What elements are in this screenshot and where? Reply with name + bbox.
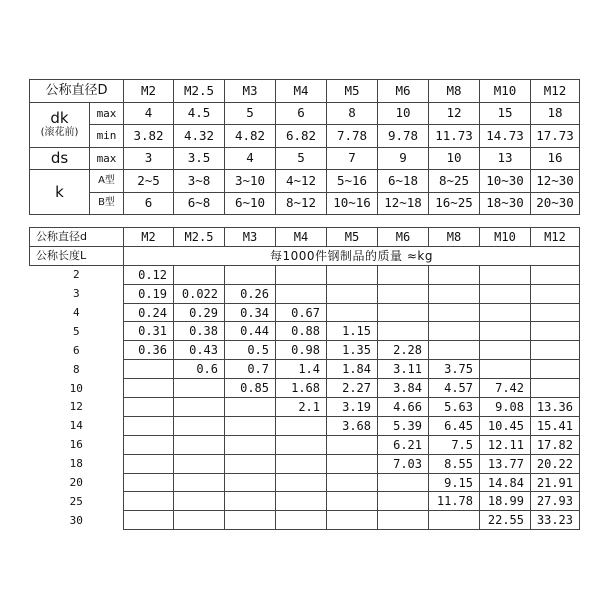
dk-min-value: 6.82 <box>276 125 327 148</box>
mass-header-row <box>30 228 580 247</box>
mass-per-1000-table <box>29 227 580 530</box>
mass-value: 4.57 <box>429 379 480 398</box>
mass-value: 0.44 <box>225 322 276 341</box>
mass-value: 21.91 <box>531 473 580 492</box>
dk-min-row <box>30 125 580 148</box>
mass-value: 0.36 <box>124 341 174 360</box>
dk-max-value: 10 <box>378 102 429 125</box>
empty-cell <box>174 416 225 435</box>
dk-min-value: 9.78 <box>378 125 429 148</box>
mass-value: 3.84 <box>378 379 429 398</box>
empty-cell <box>531 284 580 303</box>
empty-cell <box>124 416 174 435</box>
ds-max-value: 5 <box>276 147 327 170</box>
mass-value: 1.15 <box>327 322 378 341</box>
dk-min-value: 14.73 <box>480 125 531 148</box>
ds-max-value: 9 <box>378 147 429 170</box>
mass-value: 0.34 <box>225 303 276 322</box>
empty-cell <box>531 360 580 379</box>
k-a-value: 3~8 <box>174 170 225 193</box>
table-row <box>30 322 580 341</box>
mass-value: 14.84 <box>480 473 531 492</box>
mass-value: 20.22 <box>531 454 580 473</box>
dk-symbol: dk <box>50 109 69 127</box>
mass-value: 17.82 <box>531 435 580 454</box>
empty-cell <box>124 492 174 511</box>
mass-value: 0.85 <box>225 379 276 398</box>
mass-value: 0.38 <box>174 322 225 341</box>
nominal-length-label: 公称长度L <box>30 246 124 265</box>
empty-cell <box>327 435 378 454</box>
ds-row <box>30 147 580 170</box>
mass-value: 1.35 <box>327 341 378 360</box>
empty-cell <box>378 303 429 322</box>
empty-cell <box>225 435 276 454</box>
empty-cell <box>429 265 480 284</box>
length-value: 6 <box>30 341 124 360</box>
size-header: M8 <box>429 80 480 103</box>
size-header: M5 <box>327 228 378 247</box>
k-a-value: 5~16 <box>327 170 378 193</box>
dk-min-value: 4.32 <box>174 125 225 148</box>
size-header: M6 <box>378 228 429 247</box>
size-header: M2 <box>124 228 174 247</box>
k-a-row <box>30 170 580 193</box>
dk-max-label: max <box>90 102 124 125</box>
dk-min-value: 7.78 <box>327 125 378 148</box>
empty-cell <box>124 379 174 398</box>
mass-value: 10.45 <box>480 416 531 435</box>
empty-cell <box>531 265 580 284</box>
size-header: M12 <box>531 80 580 103</box>
k-a-value: 2~5 <box>124 170 174 193</box>
empty-cell <box>531 303 580 322</box>
mass-value: 2.27 <box>327 379 378 398</box>
mass-note: 每1000件钢制品的质量 ≈kg <box>124 246 580 265</box>
length-value: 18 <box>30 454 124 473</box>
mass-value: 3.19 <box>327 398 378 417</box>
ds-max-value: 3.5 <box>174 147 225 170</box>
empty-cell <box>174 473 225 492</box>
empty-cell <box>327 303 378 322</box>
empty-cell <box>480 360 531 379</box>
mass-value: 3.11 <box>378 360 429 379</box>
mass-value: 7.03 <box>378 454 429 473</box>
empty-cell <box>174 511 225 530</box>
spec-header-row <box>30 80 580 103</box>
mass-value: 2.1 <box>276 398 327 417</box>
mass-value: 7.5 <box>429 435 480 454</box>
size-header: M3 <box>225 228 276 247</box>
length-value: 12 <box>30 398 124 417</box>
dk-min-value: 11.73 <box>429 125 480 148</box>
empty-cell <box>225 398 276 417</box>
k-a-value: 6~18 <box>378 170 429 193</box>
empty-cell <box>174 435 225 454</box>
ds-max-value: 10 <box>429 147 480 170</box>
length-value: 8 <box>30 360 124 379</box>
ds-max-value: 7 <box>327 147 378 170</box>
table-row <box>30 454 580 473</box>
mass-value: 11.78 <box>429 492 480 511</box>
mass-value: 0.5 <box>225 341 276 360</box>
k-b-value: 20~30 <box>531 192 580 215</box>
ds-max-value: 16 <box>531 147 580 170</box>
empty-cell <box>378 265 429 284</box>
empty-cell <box>124 511 174 530</box>
empty-cell <box>174 379 225 398</box>
empty-cell <box>276 473 327 492</box>
mass-value: 33.23 <box>531 511 580 530</box>
length-value: 10 <box>30 379 124 398</box>
k-b-value: 8~12 <box>276 192 327 215</box>
dk-max-row <box>30 102 580 125</box>
mass-value: 0.19 <box>124 284 174 303</box>
empty-cell <box>225 454 276 473</box>
empty-cell <box>429 284 480 303</box>
mass-value: 8.55 <box>429 454 480 473</box>
k-a-value: 3~10 <box>225 170 276 193</box>
table-row <box>30 284 580 303</box>
empty-cell <box>429 341 480 360</box>
k-a-value: 12~30 <box>531 170 580 193</box>
table-row <box>30 416 580 435</box>
size-header: M10 <box>480 228 531 247</box>
mass-value: 5.63 <box>429 398 480 417</box>
k-b-value: 6~10 <box>225 192 276 215</box>
mass-value: 0.31 <box>124 322 174 341</box>
empty-cell <box>276 416 327 435</box>
mass-value: 9.08 <box>480 398 531 417</box>
empty-cell <box>480 341 531 360</box>
k-b-value: 10~16 <box>327 192 378 215</box>
empty-cell <box>327 454 378 473</box>
table-row <box>30 341 580 360</box>
mass-value: 1.84 <box>327 360 378 379</box>
dk-max-value: 18 <box>531 102 580 125</box>
table-row <box>30 473 580 492</box>
empty-cell <box>531 341 580 360</box>
k-b-value: 6~8 <box>174 192 225 215</box>
mass-value: 5.39 <box>378 416 429 435</box>
empty-cell <box>174 454 225 473</box>
empty-cell <box>276 284 327 303</box>
empty-cell <box>327 473 378 492</box>
empty-cell <box>378 492 429 511</box>
nominal-diameter-label: 公称直径D <box>30 80 124 103</box>
dk-max-value: 12 <box>429 102 480 125</box>
mass-value: 9.15 <box>429 473 480 492</box>
mass-value: 0.26 <box>225 284 276 303</box>
mass-value: 6.21 <box>378 435 429 454</box>
empty-cell <box>225 416 276 435</box>
mass-value: 2.28 <box>378 341 429 360</box>
table-row <box>30 398 580 417</box>
mass-table-body <box>30 265 580 529</box>
table-row <box>30 492 580 511</box>
mass-value: 0.022 <box>174 284 225 303</box>
empty-cell <box>124 398 174 417</box>
table-row <box>30 511 580 530</box>
empty-cell <box>124 473 174 492</box>
empty-cell <box>327 492 378 511</box>
ds-max-label: max <box>90 147 124 170</box>
dimension-spec-table <box>29 79 580 215</box>
empty-cell <box>378 473 429 492</box>
mass-value: 12.11 <box>480 435 531 454</box>
empty-cell <box>276 511 327 530</box>
mass-value: 6.45 <box>429 416 480 435</box>
dk-note: (滚花前) <box>40 127 79 138</box>
mass-value: 0.12 <box>124 265 174 284</box>
k-a-value: 10~30 <box>480 170 531 193</box>
table-row <box>30 265 580 284</box>
empty-cell <box>174 398 225 417</box>
k-b-value: 6 <box>124 192 174 215</box>
empty-cell <box>378 284 429 303</box>
empty-cell <box>480 322 531 341</box>
dk-max-value: 5 <box>225 102 276 125</box>
empty-cell <box>174 265 225 284</box>
mass-value: 1.4 <box>276 360 327 379</box>
ds-max-value: 13 <box>480 147 531 170</box>
table-row <box>30 435 580 454</box>
empty-cell <box>225 511 276 530</box>
empty-cell <box>276 492 327 511</box>
k-a-value: 4~12 <box>276 170 327 193</box>
empty-cell <box>327 265 378 284</box>
empty-cell <box>124 360 174 379</box>
empty-cell <box>378 322 429 341</box>
empty-cell <box>225 492 276 511</box>
size-header: M10 <box>480 80 531 103</box>
ds-max-value: 3 <box>124 147 174 170</box>
empty-cell <box>429 322 480 341</box>
dk-max-value: 6 <box>276 102 327 125</box>
size-header: M2.5 <box>174 228 225 247</box>
dk-min-value: 3.82 <box>124 125 174 148</box>
table-row <box>30 303 580 322</box>
size-header: M4 <box>276 80 327 103</box>
k-symbol: k <box>30 170 90 215</box>
length-value: 4 <box>30 303 124 322</box>
k-b-value: 16~25 <box>429 192 480 215</box>
dk-max-value: 4.5 <box>174 102 225 125</box>
mass-value: 0.29 <box>174 303 225 322</box>
empty-cell <box>276 454 327 473</box>
empty-cell <box>531 379 580 398</box>
k-a-value: 8~25 <box>429 170 480 193</box>
empty-cell <box>327 511 378 530</box>
size-header: M5 <box>327 80 378 103</box>
dk-min-value: 17.73 <box>531 125 580 148</box>
ds-max-value: 4 <box>225 147 276 170</box>
mass-value: 13.36 <box>531 398 580 417</box>
empty-cell <box>480 303 531 322</box>
length-value: 30 <box>30 511 124 530</box>
length-value: 3 <box>30 284 124 303</box>
mass-value: 0.67 <box>276 303 327 322</box>
empty-cell <box>174 492 225 511</box>
table-row <box>30 379 580 398</box>
size-header: M2 <box>124 80 174 103</box>
empty-cell <box>480 284 531 303</box>
size-header: M2.5 <box>174 80 225 103</box>
empty-cell <box>276 435 327 454</box>
empty-cell <box>429 511 480 530</box>
k-a-type-label: A型 <box>90 170 124 193</box>
k-b-value: 12~18 <box>378 192 429 215</box>
k-b-row <box>30 192 580 215</box>
mass-value: 0.7 <box>225 360 276 379</box>
mass-subheader-row <box>30 246 580 265</box>
length-value: 2 <box>30 265 124 284</box>
mass-value: 22.55 <box>480 511 531 530</box>
length-value: 14 <box>30 416 124 435</box>
ds-symbol: ds <box>30 147 90 170</box>
mass-value: 0.6 <box>174 360 225 379</box>
empty-cell <box>531 322 580 341</box>
dk-symbol-cell <box>30 102 90 147</box>
mass-value: 3.68 <box>327 416 378 435</box>
mass-value: 4.66 <box>378 398 429 417</box>
mass-value: 0.98 <box>276 341 327 360</box>
dk-max-value: 4 <box>124 102 174 125</box>
mass-value: 3.75 <box>429 360 480 379</box>
size-header: M12 <box>531 228 580 247</box>
empty-cell <box>378 511 429 530</box>
nominal-diameter-d-label: 公称直径d <box>30 228 124 247</box>
k-b-value: 18~30 <box>480 192 531 215</box>
empty-cell <box>225 265 276 284</box>
length-value: 25 <box>30 492 124 511</box>
length-value: 16 <box>30 435 124 454</box>
empty-cell <box>480 265 531 284</box>
mass-value: 18.99 <box>480 492 531 511</box>
mass-value: 1.68 <box>276 379 327 398</box>
dk-min-label: min <box>90 125 124 148</box>
dk-min-value: 4.82 <box>225 125 276 148</box>
empty-cell <box>327 284 378 303</box>
size-header: M8 <box>429 228 480 247</box>
k-b-type-label: B型 <box>90 192 124 215</box>
mass-value: 7.42 <box>480 379 531 398</box>
length-value: 5 <box>30 322 124 341</box>
empty-cell <box>429 303 480 322</box>
empty-cell <box>124 435 174 454</box>
mass-value: 15.41 <box>531 416 580 435</box>
length-value: 20 <box>30 473 124 492</box>
table-row <box>30 360 580 379</box>
empty-cell <box>124 454 174 473</box>
size-header: M4 <box>276 228 327 247</box>
size-header: M3 <box>225 80 276 103</box>
mass-value: 0.88 <box>276 322 327 341</box>
size-header: M6 <box>378 80 429 103</box>
mass-value: 27.93 <box>531 492 580 511</box>
dk-max-value: 8 <box>327 102 378 125</box>
mass-value: 13.77 <box>480 454 531 473</box>
mass-value: 0.43 <box>174 341 225 360</box>
empty-cell <box>225 473 276 492</box>
empty-cell <box>276 265 327 284</box>
mass-value: 0.24 <box>124 303 174 322</box>
dk-max-value: 15 <box>480 102 531 125</box>
